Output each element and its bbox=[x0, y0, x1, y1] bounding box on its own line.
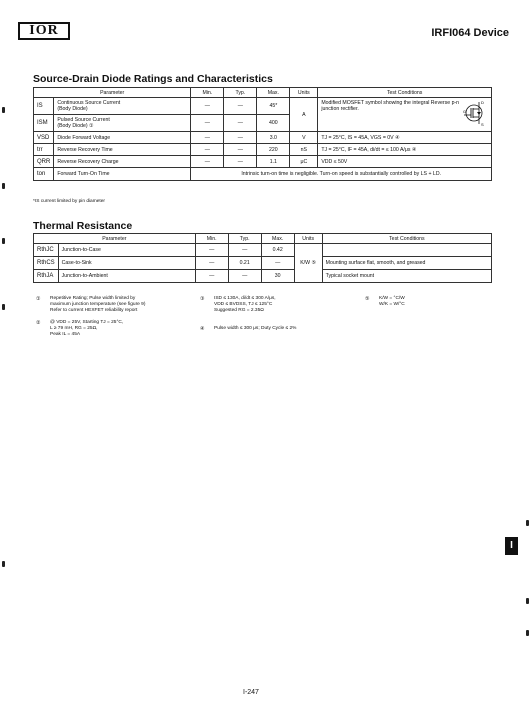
symbol-label-source: S bbox=[481, 122, 484, 126]
row-condition: TJ = 25°C, IF = 45A, di/dt = ≤ 100 A/μs ④ bbox=[318, 144, 492, 156]
row-parameter: Reverse Recovery Charge bbox=[54, 156, 191, 168]
thermal-table bbox=[33, 233, 492, 283]
scan-mark bbox=[526, 630, 529, 636]
row-symbol: RthJA bbox=[34, 270, 59, 283]
row-parameter: Junction-to-Case bbox=[58, 244, 195, 257]
row-min: — bbox=[195, 257, 228, 270]
note-3 bbox=[200, 296, 350, 313]
row-symbol: trr bbox=[34, 144, 54, 156]
note-1 bbox=[36, 296, 186, 313]
row-symbol: RthCS bbox=[34, 257, 59, 270]
row-typ: — bbox=[224, 132, 257, 144]
row-typ: 0.21 bbox=[228, 257, 261, 270]
note-marker: ② bbox=[36, 320, 41, 326]
note-line: @ VDD = 25V, Starting TJ = 25°C, bbox=[50, 320, 124, 325]
scan-mark bbox=[2, 304, 5, 310]
col-header-units: Units bbox=[294, 234, 322, 244]
row-condition: VDD ≤ 50V bbox=[318, 156, 492, 168]
row-max: 220 bbox=[257, 144, 290, 156]
row-symbol: ISM bbox=[34, 115, 54, 132]
row-typ: — bbox=[224, 115, 257, 132]
source-drain-title: Source-Drain Diode Ratings and Characteristics bbox=[33, 73, 273, 85]
row-typ: — bbox=[224, 98, 257, 115]
table-row bbox=[34, 156, 492, 168]
row-condition: TJ = 25°C, IS = 45A, VGS = 0V ④ bbox=[318, 132, 492, 144]
source-drain-table bbox=[33, 87, 492, 181]
row-typ: — bbox=[224, 156, 257, 168]
col-header-min: Min. bbox=[195, 234, 228, 244]
col-header-units: Units bbox=[290, 88, 318, 98]
col-header-typ: Typ. bbox=[224, 88, 257, 98]
row-parameter bbox=[54, 115, 191, 132]
row-symbol: VSD bbox=[34, 132, 54, 144]
col-header-parameter: Parameter bbox=[34, 88, 191, 98]
note-line: Refer to current HEXFET reliability report bbox=[50, 308, 138, 313]
row-max: 30 bbox=[261, 270, 294, 283]
row-parameter: Forward Turn-On Time bbox=[54, 168, 191, 181]
table-row bbox=[34, 132, 492, 144]
row-unit: nS bbox=[290, 144, 318, 156]
row-min: — bbox=[191, 98, 224, 115]
table-row bbox=[34, 270, 492, 283]
row-symbol: QRR bbox=[34, 156, 54, 168]
note-line: maximum junction temperature (see figure 9) bbox=[50, 302, 146, 307]
row-parameter: Reverse Recovery Time bbox=[54, 144, 191, 156]
row-min: — bbox=[191, 156, 224, 168]
symbol-label-drain: D bbox=[481, 100, 484, 105]
table-row bbox=[34, 98, 492, 115]
scan-mark bbox=[2, 238, 5, 244]
row-condition: Typical socket mount bbox=[322, 270, 491, 283]
merged-condition-text: Modified MOSFET symbol showing the integral Reverse p-n junction rectifier. bbox=[321, 100, 460, 112]
table-row bbox=[34, 168, 492, 181]
col-header-min: Min. bbox=[191, 88, 224, 98]
row-max: 1.1 bbox=[257, 156, 290, 168]
section-tab-label: I bbox=[510, 540, 513, 551]
row-parameter bbox=[54, 98, 191, 115]
scan-mark bbox=[2, 561, 5, 567]
thermal-title: Thermal Resistance bbox=[33, 220, 133, 232]
row-symbol: IS bbox=[34, 98, 54, 115]
col-header-test-conditions: Test Conditions bbox=[322, 234, 491, 244]
note-line: ISD ≤ 130A, di/dt ≤ 300 A/μs, bbox=[214, 296, 276, 301]
param-line: Pulsed Source Current bbox=[57, 117, 110, 123]
note-line: K/W = °C/W bbox=[379, 296, 405, 301]
col-header-typ: Typ. bbox=[228, 234, 261, 244]
row-typ: — bbox=[224, 144, 257, 156]
row-max: 3.0 bbox=[257, 132, 290, 144]
row-symbol: ton bbox=[34, 168, 54, 181]
col-header-parameter: Parameter bbox=[34, 234, 196, 244]
param-line: (Body Diode) bbox=[57, 106, 88, 112]
scan-mark bbox=[526, 520, 529, 526]
param-line: (Body Diode) ① bbox=[57, 123, 94, 129]
row-symbol: RthJC bbox=[34, 244, 59, 257]
row-parameter: Diode Forward Voltage bbox=[54, 132, 191, 144]
row-typ: — bbox=[228, 270, 261, 283]
table-row bbox=[34, 144, 492, 156]
note-marker: ⑤ bbox=[365, 296, 370, 302]
row-max: 0.42 bbox=[261, 244, 294, 257]
merged-unit: A bbox=[290, 98, 318, 132]
table-row bbox=[34, 257, 492, 270]
note-marker: ① bbox=[36, 296, 41, 302]
page-number: I-247 bbox=[243, 689, 259, 696]
symbol-label-gate: G bbox=[463, 109, 467, 114]
row-typ: — bbox=[228, 244, 261, 257]
note-2 bbox=[36, 320, 186, 337]
table-header-row bbox=[34, 234, 492, 244]
row-max: — bbox=[261, 257, 294, 270]
note-line: Peak IL = 45A bbox=[50, 332, 81, 337]
row-parameter: Junction-to-Ambient bbox=[58, 270, 195, 283]
row-min: — bbox=[195, 270, 228, 283]
company-logo: IOR bbox=[18, 22, 70, 40]
note-4 bbox=[200, 326, 360, 333]
note-marker: ③ bbox=[200, 296, 205, 302]
note-marker: ④ bbox=[200, 326, 205, 332]
row-max: 45* bbox=[257, 98, 290, 115]
table-row bbox=[34, 244, 492, 257]
row-min: — bbox=[191, 144, 224, 156]
scan-mark bbox=[2, 183, 5, 189]
row-min: — bbox=[191, 115, 224, 132]
row-unit: V bbox=[290, 132, 318, 144]
source-drain-footnote: *IS current limited by pin diameter bbox=[33, 199, 105, 204]
row-max: 400 bbox=[257, 115, 290, 132]
merged-unit: K/W ⑤ bbox=[294, 244, 322, 283]
col-header-test-conditions: Test Conditions bbox=[318, 88, 492, 98]
row-condition bbox=[322, 244, 491, 257]
col-header-max: Max. bbox=[257, 88, 290, 98]
document-title: IRFI064 Device bbox=[431, 27, 509, 39]
row-condition: Intrinsic turn-on time is negligible. Turn-on speed is substantially controlled by LS + LD. bbox=[191, 168, 492, 181]
row-unit: μC bbox=[290, 156, 318, 168]
param-line: Continuous Source Current bbox=[57, 100, 121, 106]
row-parameter: Case-to-Sink bbox=[58, 257, 195, 270]
col-header-max: Max. bbox=[261, 234, 294, 244]
row-min: — bbox=[191, 132, 224, 144]
mosfet-symbol-icon bbox=[463, 100, 485, 126]
note-line: Pulse width ≤ 300 μs; Duty Cycle ≤ 2% bbox=[214, 326, 297, 331]
note-line: Repetitive Rating; Pulse width limited by bbox=[50, 296, 136, 301]
note-5 bbox=[365, 296, 475, 307]
note-line: L ≥ 79 mH, RG = 25Ω, bbox=[50, 326, 98, 331]
note-line: VDD ≤ BVDSS, TJ ≤ 125°C bbox=[214, 302, 273, 307]
scan-mark bbox=[2, 107, 5, 113]
note-line: Suggested RG = 2.35Ω bbox=[214, 308, 264, 313]
note-line: W/K = W/°C bbox=[379, 302, 405, 307]
row-min: — bbox=[195, 244, 228, 257]
scan-mark bbox=[526, 598, 529, 604]
table-header-row bbox=[34, 88, 492, 98]
row-condition: Mounting surface flat, smooth, and greased bbox=[322, 257, 491, 270]
